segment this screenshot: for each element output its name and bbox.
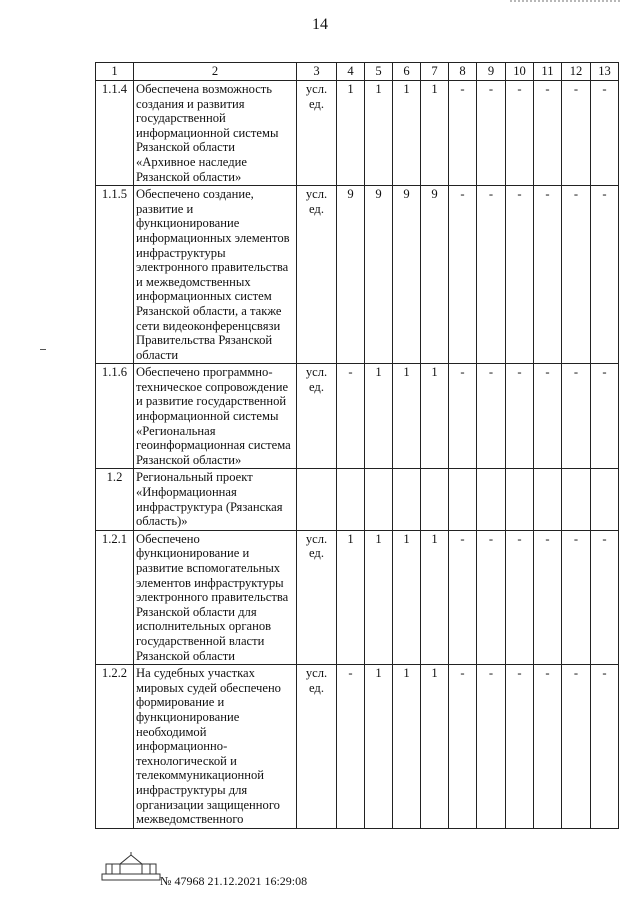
table-row (96, 665, 619, 829)
row-unit: усл. ед. (297, 364, 337, 469)
row-value: - (506, 186, 534, 364)
row-value: 1 (337, 530, 365, 664)
header-cell: 13 (591, 63, 619, 81)
row-value: - (506, 530, 534, 664)
row-value: - (562, 186, 591, 364)
footer (100, 852, 320, 892)
header-cell: 10 (506, 63, 534, 81)
header-cell: 2 (134, 63, 297, 81)
row-value: 1 (365, 364, 393, 469)
row-value: 1 (393, 81, 421, 186)
header-cell: 7 (421, 63, 449, 81)
page-number: 14 (312, 16, 328, 33)
row-value: 9 (393, 186, 421, 364)
row-value: - (506, 81, 534, 186)
row-value: - (591, 186, 619, 364)
registry-emblem-icon (100, 852, 162, 882)
scan-tick (40, 349, 46, 350)
header-cell: 3 (297, 63, 337, 81)
header-cell: 9 (477, 63, 506, 81)
row-value: - (449, 81, 477, 186)
row-value: - (534, 530, 562, 664)
table-row (96, 364, 619, 469)
row-value: 1 (421, 530, 449, 664)
row-value: - (591, 81, 619, 186)
row-value: - (477, 665, 506, 829)
row-value: 1 (365, 530, 393, 664)
row-value: 1 (365, 81, 393, 186)
row-description: Обеспечено функционирование и развитие вспомогательных элементов инфраструктуры электронного правительства Рязанской области для исполнительных органов государственной власти Рязанской области (134, 530, 297, 664)
row-number: 1.1.4 (96, 81, 134, 186)
row-description: Обеспечена возможность создания и развития государственной информационной системы Рязанской области «Архивное наследие Рязанской области» (134, 81, 297, 186)
row-value: - (477, 81, 506, 186)
row-value: - (534, 665, 562, 829)
row-value (477, 469, 506, 530)
row-value (421, 469, 449, 530)
header-cell: 5 (365, 63, 393, 81)
row-value: 9 (421, 186, 449, 364)
header-cell: 1 (96, 63, 134, 81)
table-row (96, 81, 619, 186)
row-number: 1.2.1 (96, 530, 134, 664)
row-value (449, 469, 477, 530)
row-description: Региональный проект «Информационная инфраструктура (Рязанская область)» (134, 469, 297, 530)
row-value: 1 (393, 665, 421, 829)
row-value: - (477, 364, 506, 469)
row-number: 1.1.6 (96, 364, 134, 469)
row-value: - (449, 364, 477, 469)
registration-stamp: № 47968 21.12.2021 16:29:08 (160, 874, 308, 888)
row-value: 1 (337, 81, 365, 186)
header-cell: 8 (449, 63, 477, 81)
row-value (365, 469, 393, 530)
row-unit: усл. ед. (297, 81, 337, 186)
row-unit: усл. ед. (297, 665, 337, 829)
row-description: Обеспечено создание, развитие и функционирование информационных элементов инфраструктуры электронного правительства и межведомственных информационных систем Рязанской области, а также сети видеоконференцсвязи Правительства Рязанской области (134, 186, 297, 364)
row-unit: усл. ед. (297, 530, 337, 664)
scan-artifact (510, 0, 620, 8)
row-value: 1 (421, 364, 449, 469)
header-cell: 11 (534, 63, 562, 81)
row-value (534, 469, 562, 530)
row-number: 1.1.5 (96, 186, 134, 364)
table-header-row (96, 63, 619, 81)
row-value: - (562, 530, 591, 664)
row-value: - (562, 81, 591, 186)
row-value: - (562, 364, 591, 469)
row-value: 9 (337, 186, 365, 364)
row-value: - (449, 186, 477, 364)
header-cell: 12 (562, 63, 591, 81)
row-value: - (591, 665, 619, 829)
row-value: - (506, 665, 534, 829)
row-description: На судебных участках мировых судей обеспечено формирование и функционирование необходимой информационно-технологической и телекоммуникационной инфраструктуры для организации защищенного межведомственного (134, 665, 297, 829)
table-row (96, 186, 619, 364)
table-row (96, 530, 619, 664)
row-value: - (591, 364, 619, 469)
row-value (506, 469, 534, 530)
row-value: 1 (421, 81, 449, 186)
row-value: - (477, 186, 506, 364)
row-value: - (449, 665, 477, 829)
row-unit: усл. ед. (297, 186, 337, 364)
indicators-table (95, 62, 619, 829)
row-value: 1 (393, 530, 421, 664)
row-value: - (477, 530, 506, 664)
row-value: - (562, 665, 591, 829)
row-value: 1 (421, 665, 449, 829)
header-cell: 6 (393, 63, 421, 81)
row-value (337, 469, 365, 530)
row-unit (297, 469, 337, 530)
row-value: - (337, 665, 365, 829)
row-value: - (534, 364, 562, 469)
row-value (562, 469, 591, 530)
row-value: 1 (365, 665, 393, 829)
row-value: - (591, 530, 619, 664)
row-value: 1 (393, 364, 421, 469)
row-number: 1.2.2 (96, 665, 134, 829)
row-description: Обеспечено программно-техническое сопровождение и развитие государственной информационной системы «Региональная геоинформационная система Рязанской области» (134, 364, 297, 469)
row-value (393, 469, 421, 530)
table-row (96, 469, 619, 530)
row-value: - (449, 530, 477, 664)
row-value (591, 469, 619, 530)
row-value: - (506, 364, 534, 469)
row-value: 9 (365, 186, 393, 364)
row-value: - (337, 364, 365, 469)
row-value: - (534, 81, 562, 186)
header-cell: 4 (337, 63, 365, 81)
row-number: 1.2 (96, 469, 134, 530)
row-value: - (534, 186, 562, 364)
